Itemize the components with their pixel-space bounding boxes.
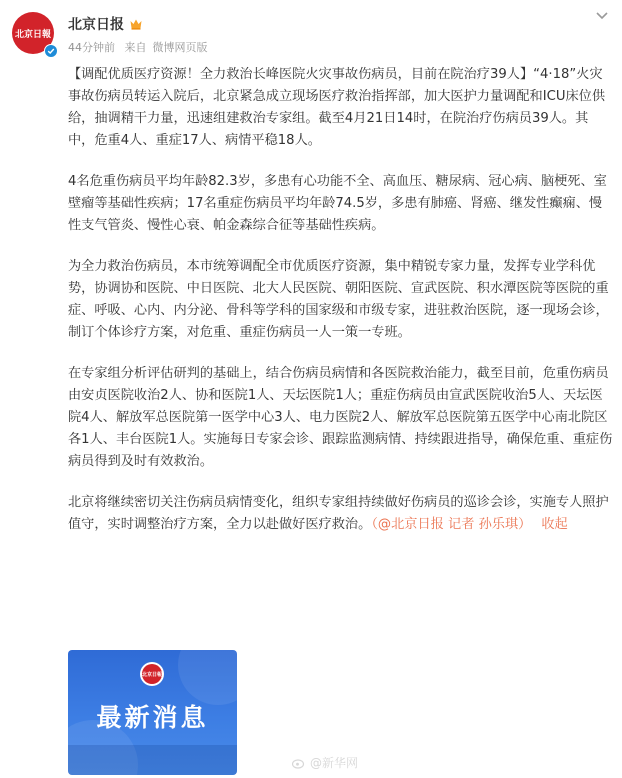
watermark-text: @新华网: [310, 756, 359, 770]
card-logo: [140, 662, 164, 686]
chevron-down-icon[interactable]: [594, 10, 610, 22]
post-content: [68, 64, 614, 555]
collapse-link[interactable]: 收起: [541, 517, 568, 532]
post-paragraph: 为全力救治伤病员，本市统筹调配全市优质医疗资源，集中精锐专家力量，发挥专业学科优势，协调协和医院、中日医院、北大人民医院、朝阳医院、宣武医院、积水潭医院等医院的重症、呼吸、心内、内分泌、骨科等学科的国家级和市级专家，进驻救治医院，逐一现场会诊，制订个体诊疗方案，对危重、重症伤病员一人一策一专班。: [68, 259, 609, 340]
mention-link[interactable]: （@北京日报 记者 孙乐琪）: [371, 517, 532, 532]
post-header: [0, 0, 622, 60]
post-paragraph: 在专家组分析评估研判的基础上，结合伤病员病情和各医院救治能力，截至目前，危重伤病员由安贞医院收治2人、协和医院1人、天坛医院1人；重症伤病员由宣武医院收治5人、天坛医院4人、解放军总医院第一医学中心3人、电力医院2人、解放军总医院第五医学中心南北院区各1人、丰台医院1人。实施每日专家会诊、跟踪监测病情、持续跟进指导，确保危重、重症伤病员得到及时有效救治。: [68, 366, 613, 469]
watermark: [292, 754, 358, 771]
card-logo-text: 北京日報: [142, 664, 162, 684]
post-paragraph-last: [68, 492, 614, 536]
author-name[interactable]: 北京日报: [68, 17, 124, 33]
source-prefix: 来自: [124, 41, 147, 54]
post-paragraph: 【调配优质医疗资源！全力救治长峰医院火灾事故伤病员，目前在院治疗39人】“4·18”火灾事故伤病员转运入院后，北京紧急成立现场医疗救治指挥部，加大医护力量调配和ICU床位供给，抽调精干力量，迅速组建救治专家组。截至4月21日14时，在院治疗伤病员39人。其中，危重4人、重症17人、病情平稳18人。: [68, 67, 606, 148]
post-paragraph: 4名危重伤病员平均年龄82.3岁，多患有心功能不全、高血压、糖尿病、冠心病、脑梗死、室壁瘤等基础性疾病；17名重症伤病员平均年龄74.5岁，多患有肺癌、肾癌、继发性癫痫、慢性支气管炎、慢性心衰、帕金森综合征等基础性疾病。: [68, 174, 607, 233]
crown-icon: [129, 17, 143, 31]
post-meta: [68, 39, 214, 55]
news-image-card[interactable]: [68, 650, 237, 775]
avatar-logo-text: 北京日報: [14, 29, 51, 40]
post-last-text: 北京将继续密切关注伤病员病情变化，组织专家组持续做好伤病员的巡诊会诊，实施专人照护值守，实时调整治疗方案，全力以赴做好医疗救治。: [68, 495, 609, 532]
card-title: 最新消息: [96, 703, 209, 732]
post-source: 微博网页版: [152, 41, 208, 54]
verified-badge-icon: [44, 44, 58, 58]
post-time[interactable]: 44分钟前: [68, 41, 115, 54]
weibo-icon: [292, 757, 306, 769]
